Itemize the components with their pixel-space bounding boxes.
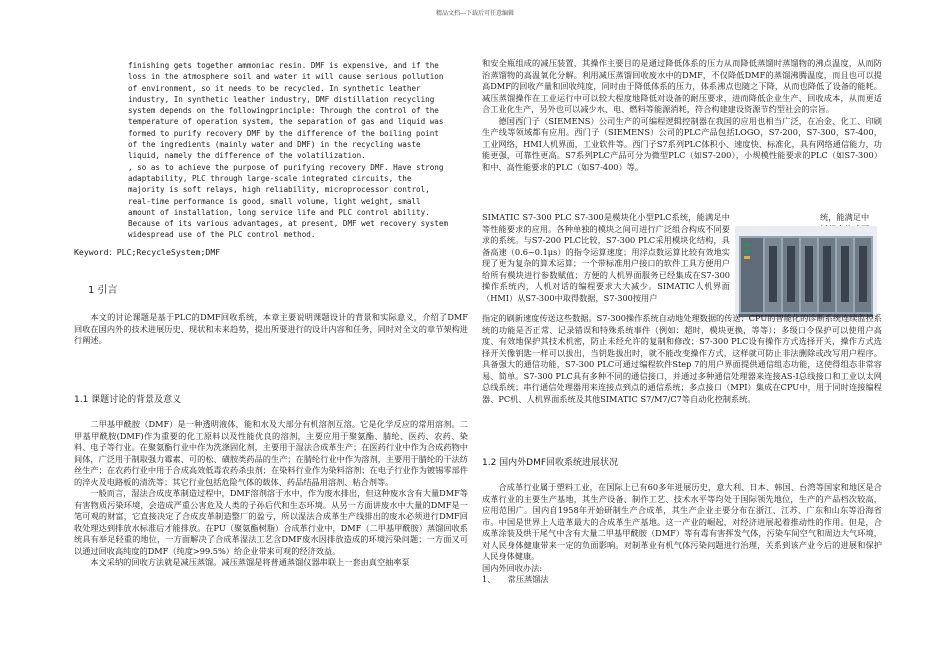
paragraph: 和安全瓶组成的减压装置，其操作主要目的是通过降低体系的压力从而降低蒸馏时蒸馏物的沸点温度，从而防治蒸馏物的高温氧化分解。利用减压蒸馏回收废水中的DMF，不仅降低DMF的蒸馏沸腾温度，而且也可以提高DMF的回收产量和回收纯度，同时由于降低体系的压力，体系沸点也随之下降，从而也降低了设备的能耗。减压蒸馏操作在工业运行中可以较大程度地降低对设备的耐压要求，进而降低企业生产、回收成本，从而更适合工业化生产，另外也可以减少水、电、燃料等能源消耗，符合构建建设资源节约型社会的宗旨。 [482, 58, 882, 114]
abstract-line: widespread use of the PLC control method. [128, 230, 316, 240]
paragraph: 合成革行业属于塑料工业，在国际上已有60多年进展历史，意大利、日本、韩国、台湾等国家和地区是合成革行业的主要生产基地，其生产设备、制作工艺、技术水平等均处于国际领先地位，生产的产品档次较高，应用范围广。国内自1958年开始研制生产合成革，其生产企业主要分布在浙江、江苏、广东和山东等沿海省市。中国是世界上人造革最大的合成革生产基地。这一产业的崛起，对经济进展起着推动性的作用。但是，合成革涂装及烘干尾气中含有大量二甲基甲酰胺（DMF）等有毒有害挥发气体，污染车间空气和周边大气环境，对人民身体健康带来一定的负面影响。对制革业有机气体污染问题进行治理，关系到该产业今后的进展和保护人民身体健康。 [482, 482, 882, 561]
section-1-1-title: 1.1 课题讨论的背景及意义 [74, 395, 182, 405]
section-1-1-body [74, 419, 468, 569]
abstract-line: temperature of operation system, the separation of gas and liquid was [128, 117, 444, 127]
abstract-line: finishing gets together ammoniac resin. DMF is expensive, and if the [128, 61, 439, 70]
paragraph: 一般而言，湿法合成皮革制造过程中，DMF溶剂溶于水中，作为废水排出，但这种废水含有大量DMF等有害物质污染环境，会造成严重公害危及人类的子孙后代和生态环境。从另一方面讲废水中大量的DMF是一笔可观的财富，它直接决定了合成皮革制造整厂的盈亏，所以湿法合成革生产线排出的废水必须进行DMF回收处理达到排放水标准后才能排放。在PU（聚氨酯树脂）合成革行业中，DMF（二甲基甲酰胺）蒸馏回收系统具有举足轻重的地位，一方面解决了合成革湿法工艺含DMF废水因排放造成的环境污染问题；一方面又可以通过回收高纯度的DMF（纯度>99.5%）给企业带来可观的经济效益。 [74, 488, 468, 556]
abstract-line: system depends on the followingprinciple: Through the control of the [128, 106, 439, 116]
abstract-line: formed to purify recovery DMF by the difference of the boiling point [128, 128, 439, 138]
abstract-line: of environment, so it needs to be recycled. In synthetic leather [128, 83, 421, 93]
paragraph: 二甲基甲酰胺（DMF）是一种透明液体，能和水及大部分有机溶剂互溶。它是化学反应的常用溶剂。二甲基甲酰胺(DMF)作为重要的化工原料以及性能优良的溶剂，主要应用于聚氨酯、腈纶、医药、农药、染料、电子等行业。在聚氨酯行业中作为洗涤固化剂，主要用于湿法合成革生产；在医药行业中作为合成药物中间体，广泛用于制取强力霉素、可的松、磺胺类药品的生产；在腈纶行业中作为溶剂，主要用于腈纶的干法纺丝生产；在农药行业中用于合成高效低毒农药杀虫剂；在染料行业作为染料溶剂；在电子行业作为镀锡零部件的淬火及电路板的清洗等；其它行业包括危险气体的载体、药品结晶用溶剂、粘合剂等。 [74, 419, 468, 487]
wrap-left-text: SIMATIC S7-300 PLC S7-300是模块化小型PLC系统，能满足中等性能要求的应用。各种单独的模块之间可进行广泛组合构成不同要求的系统。与S7-200 PLC比较，S7-300 PLC采用模块化结构，具备高速（0.6~0.1μs）的指令运算速度；用浮点数运算比较有效地实现了更为复杂的算术运算；一个带标准用户接口的软件工具方便用户给所有模块进行参数赋值；方便的人机界面服务已经集成在S7-300操作系统内，人机对话的编程要求大大减少。SIMATIC人机界面（HMI）从S7-300中取得数据，S7-300按用户 [482, 212, 730, 303]
right-top-text [482, 58, 882, 173]
section-1-2-title: 1.2 国内外DMF回收系统进展状况 [482, 458, 619, 468]
plc-image [735, 226, 877, 320]
abstract-line: , so as to achieve the purpose of purifying recovery DMF. Have strong [128, 162, 444, 172]
keywords: Keyword：PLC;RecycleSystem;DMF [74, 247, 221, 257]
line: 1、 常压蒸馏法 [482, 574, 549, 584]
section-1-2-body [482, 482, 882, 586]
abstract-english [128, 60, 468, 241]
paragraph: 本文采纳的回收方法就是减压蒸馏。减压蒸馏是将普通蒸馏仪器串联上一套由真空抽率泵 [90, 557, 410, 567]
paragraph: 指定的刷新速度传送这些数据。S7-300操作系统自动地处理数据的传送；CPU的智能化的诊断系统连续监控系统的功能是否正常、记录错误和特殊系统事件（例如：超时，模块更换，等等）；多级口令保护可以使用户高度、有效地保护其技术机密，防止未经允许的复制和修改；S7-300 PLC设有操作方式选择开关，操作方式选择开关像钥匙一样可以拔出，当钥匙拔出时，就不能改变操作方式，这样就可防止非法删除或改写用户程序。具备强大的通信功能，S7-300 PLC可通过编程软件Step 7的用户界面提供通信组态功能，这使得组态非常容易、简单。S7-300 PLC具有多种不同的通信接口，并通过多种通信处理器来连接AS-I总线接口和工业以太网总线系统；串行通信处理器用来连接点到点的通信系统；多点接口（MPI）集成在CPU中，用于同时连接编程器、PC机、人机界面系统及其他SIMATIC S7/M7/C7等自动化控制系统。 [482, 313, 882, 404]
abstract-line: loss in the atmosphere soil and water it will cause serious pollution [128, 72, 444, 82]
wrap-line: 统，能满足中 [820, 212, 870, 222]
abstract-line: majority is soft relays, high reliability, microprocessor control, [128, 185, 430, 195]
abstract-line: of the ingredients (mainly water and DMF) in the recycling waste [128, 140, 421, 150]
right-middle-text [482, 313, 882, 405]
abstract-line: liquid, namely the difference of the volatilization. [128, 151, 366, 161]
abstract-line: adaptability, PLC through large-scale integrated circuits, the [128, 173, 412, 183]
abstract-line: real-time performance is good, small volume, light weight, small [128, 196, 421, 206]
section-1-body [74, 312, 468, 347]
page-header: 精品文档---下载后可任意编辑 [435, 10, 515, 17]
wrapped-text [482, 212, 882, 312]
abstract-line: amount of installation, long service life and PLC control ability. [128, 207, 430, 217]
paragraph: 本文的讨论课题是基于PLC的DMF回收系统，本章主要说明课题设计的背景和实际意义，介绍了DMF回收在国内外的技术进展历史、现状和未来趋势，提出所要进行的设计内容和任务，同时对全文的章节架构进行阐述。 [74, 312, 468, 345]
abstract-line: industry, In synthetic leather industry, DMF distillation recycling [128, 94, 435, 104]
abstract-line: Because of its various advantages, at present, DMF wet recovery system [128, 219, 449, 229]
line: 国内外回收办法: [482, 562, 543, 573]
section-1-title: 1 引言 [88, 285, 118, 296]
paragraph: 德国西门子（SIEMENS）公司生产的可编程逻辑控制器在我国的应用也相当广泛，在冶金、化工、印刷生产线等领域都有应用。西门子（SIEMENS）公司的PLC产品包括LOGO，S7-200，S7-300，S7-400，工业网络，HMI人机界面，工业软件等。西门子S7系列PLC体积小、速度快、标准化，具有网络通信能力，功能更强，可靠性更高。S7系列PLC产品可分为微型PLC（如S7-200），小规模性能要求的PLC（如S7-300）和中、高性能要求的PLC（如S7-400）等。 [482, 115, 882, 172]
